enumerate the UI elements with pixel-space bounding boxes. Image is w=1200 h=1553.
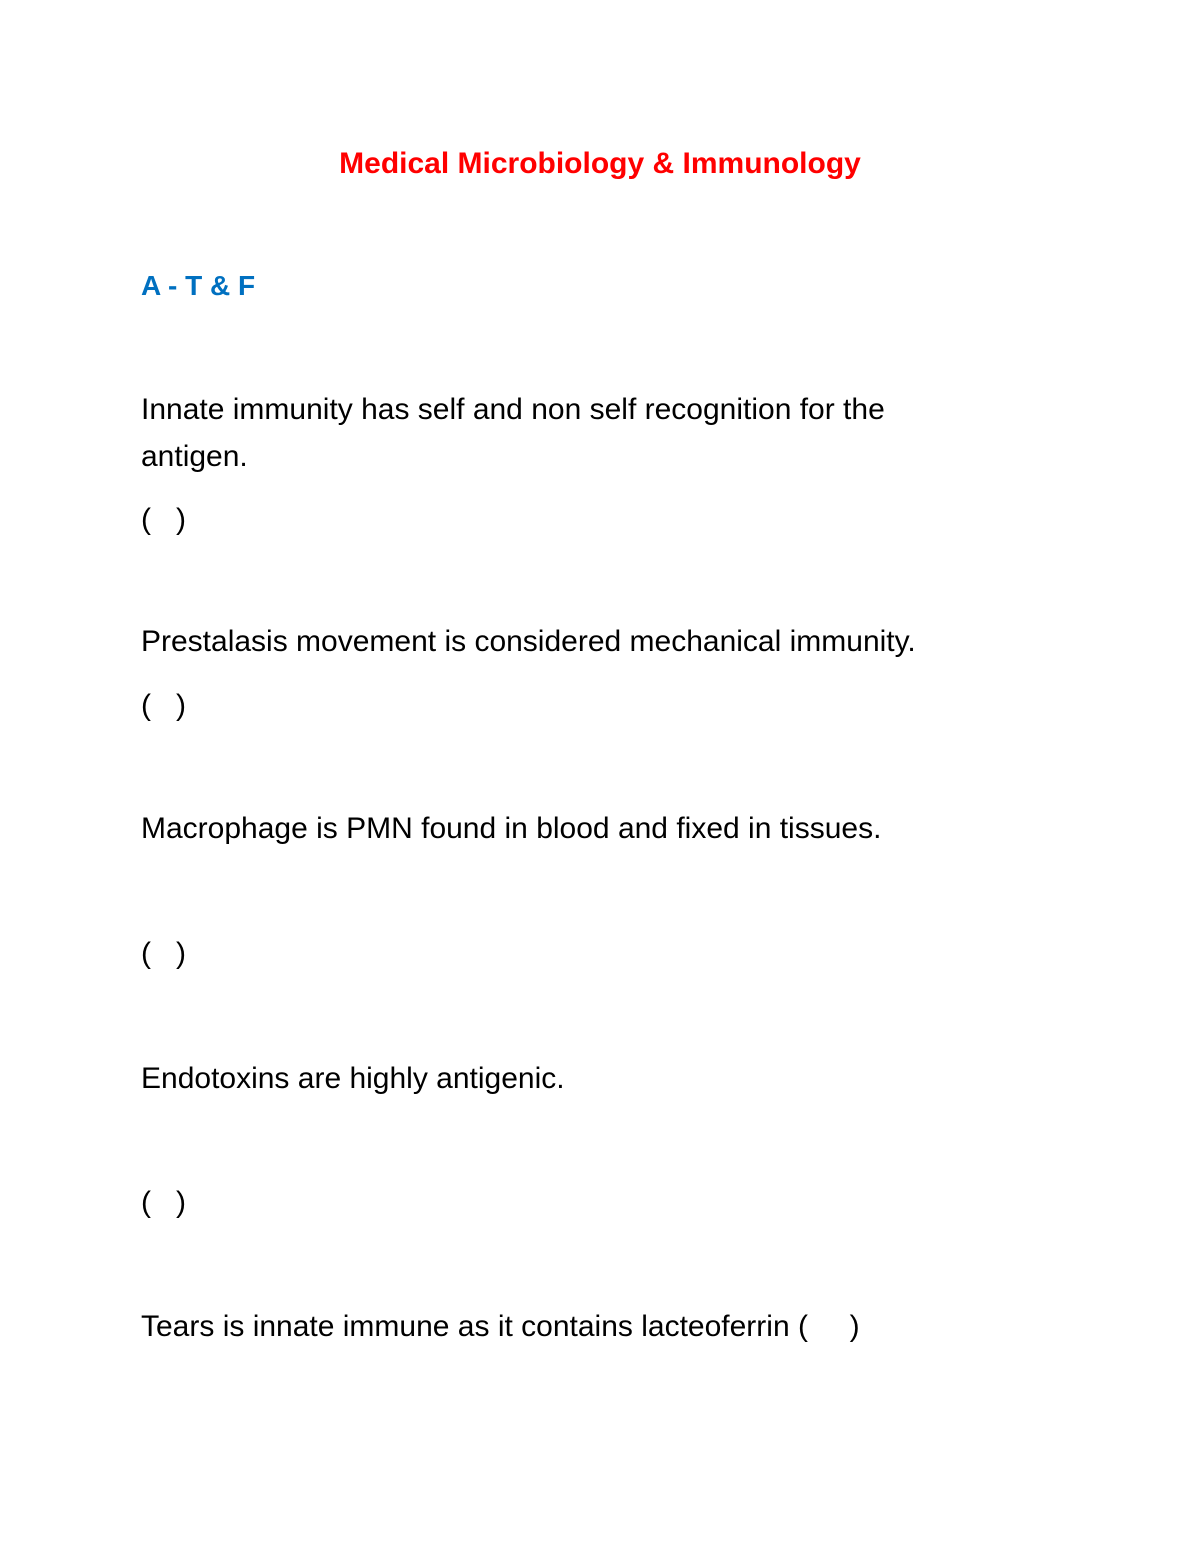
- question-1-answer-blank: ( ): [141, 503, 186, 536]
- question-3-line-1: Macrophage is PMN found in blood and fixed in tissues.: [141, 812, 882, 845]
- section-heading: A - T & F: [141, 270, 256, 301]
- question-4-answer-blank: ( ): [141, 1186, 186, 1219]
- question-5-line-1: Tears is innate immune as it contains lacteoferrin ( ): [141, 1310, 860, 1343]
- question-3-answer-blank: ( ): [141, 937, 186, 970]
- question-1-line-2: antigen.: [141, 440, 248, 473]
- document-title: Medical Microbiology & Immunology: [339, 147, 861, 180]
- question-2-line-1: Prestalasis movement is considered mechanical immunity.: [141, 625, 916, 658]
- question-1-line-1: Innate immunity has self and non self recognition for the: [141, 393, 885, 426]
- question-2-answer-blank: ( ): [141, 689, 186, 722]
- question-4-line-1: Endotoxins are highly antigenic.: [141, 1062, 565, 1095]
